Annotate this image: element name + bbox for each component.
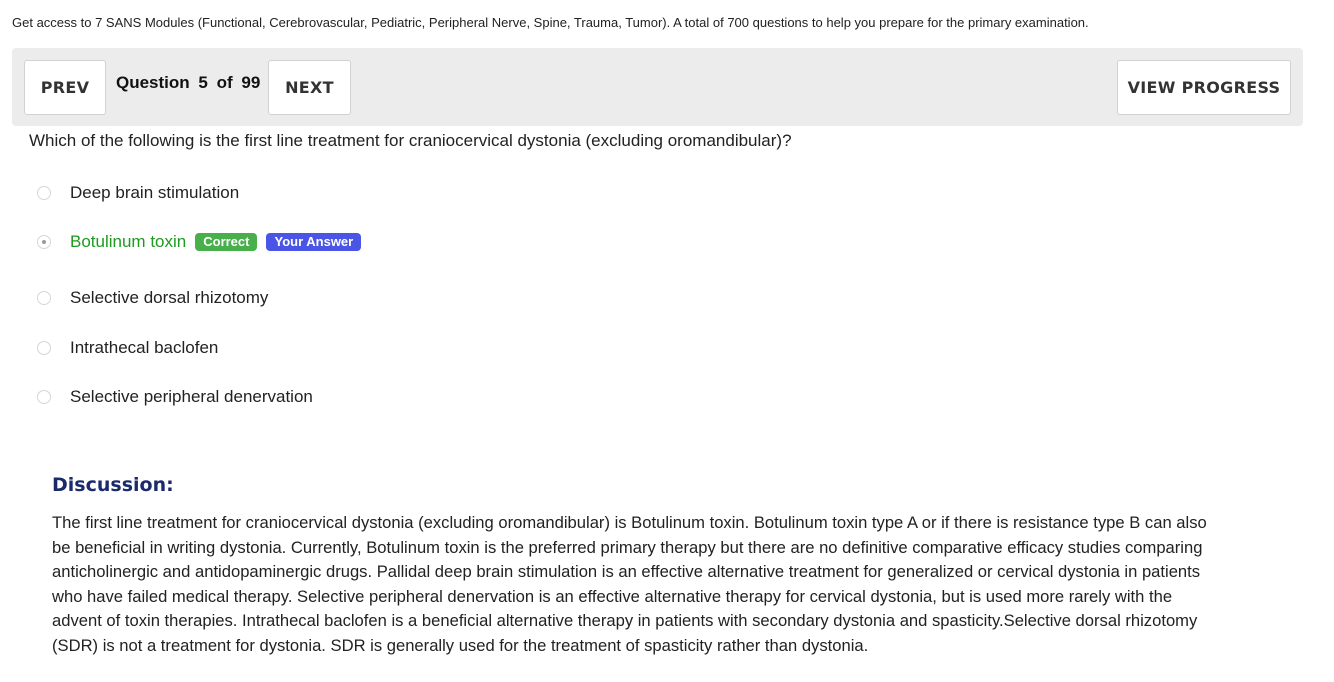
- your-answer-badge: Your Answer: [266, 233, 361, 251]
- radio-button-selected[interactable]: [37, 235, 51, 249]
- radio-button[interactable]: [37, 186, 51, 200]
- radio-dot-icon: [42, 240, 46, 244]
- discussion-body: The first line treatment for craniocervical dystonia (excluding oromandibular) is Botulinum toxin. Botulinum toxin type A or if there is resistance type B can also be beneficial in writing dystonia. Currently, Botulinum toxin is the preferred primary therapy but there are no definitive comparative efficacy studies comparing anticholinergic and antidopaminergic drugs. Pallidal deep brain stimulation is an effective alternative treatment for generalized or cervical dystonia in patients who have failed medical therapy. Selective peripheral denervation is an effective alternative therapy for cervical dystonia, but is used more rarely with the advent of toxin therapies. Intrathecal baclofen is a beneficial alternative therapy in patients with secondary dystonia and spasticity.Selective dorsal rhizotomy (SDR) is not a treatment for dystonia. SDR is generally used for the treatment of spasticity rather than dystonia.: [52, 513, 1207, 655]
- correct-badge: Correct: [195, 233, 257, 251]
- answer-option[interactable]: [37, 337, 218, 359]
- answer-option[interactable]: [37, 182, 239, 204]
- next-button[interactable]: NEXT: [268, 60, 351, 115]
- option-label: Selective dorsal rhizotomy: [70, 288, 269, 307]
- promo-text: Get access to 7 SANS Modules (Functional, Cerebrovascular, Pediatric, Peripheral Nerve, Spine, Trauma, Tumor). A total of 700 questions to help you prepare for the primary examination.: [12, 15, 1089, 30]
- option-label: Selective peripheral denervation: [70, 387, 313, 406]
- option-label: Intrathecal baclofen: [70, 338, 219, 357]
- radio-button[interactable]: [37, 341, 51, 355]
- answer-option[interactable]: [37, 287, 268, 309]
- total-questions: 99: [241, 73, 261, 92]
- radio-button[interactable]: [37, 291, 51, 305]
- radio-button[interactable]: [37, 390, 51, 404]
- current-question-number: 5: [198, 73, 208, 92]
- discussion-title: Discussion:: [52, 474, 174, 496]
- question-word: Question: [116, 73, 190, 92]
- question-text: Which of the following is the first line treatment for craniocervical dystonia (excluding oromandibular)?: [29, 131, 792, 150]
- question-counter: [116, 73, 264, 93]
- option-label: Deep brain stimulation: [70, 183, 240, 202]
- question-toolbar: [12, 48, 1303, 126]
- option-label: Botulinum toxin: [70, 232, 187, 251]
- prev-button[interactable]: PREV: [24, 60, 106, 115]
- of-word: of: [216, 73, 233, 92]
- view-progress-button[interactable]: VIEW PROGRESS: [1117, 60, 1291, 115]
- answer-option-selected[interactable]: [37, 231, 361, 253]
- answer-option[interactable]: [37, 386, 313, 408]
